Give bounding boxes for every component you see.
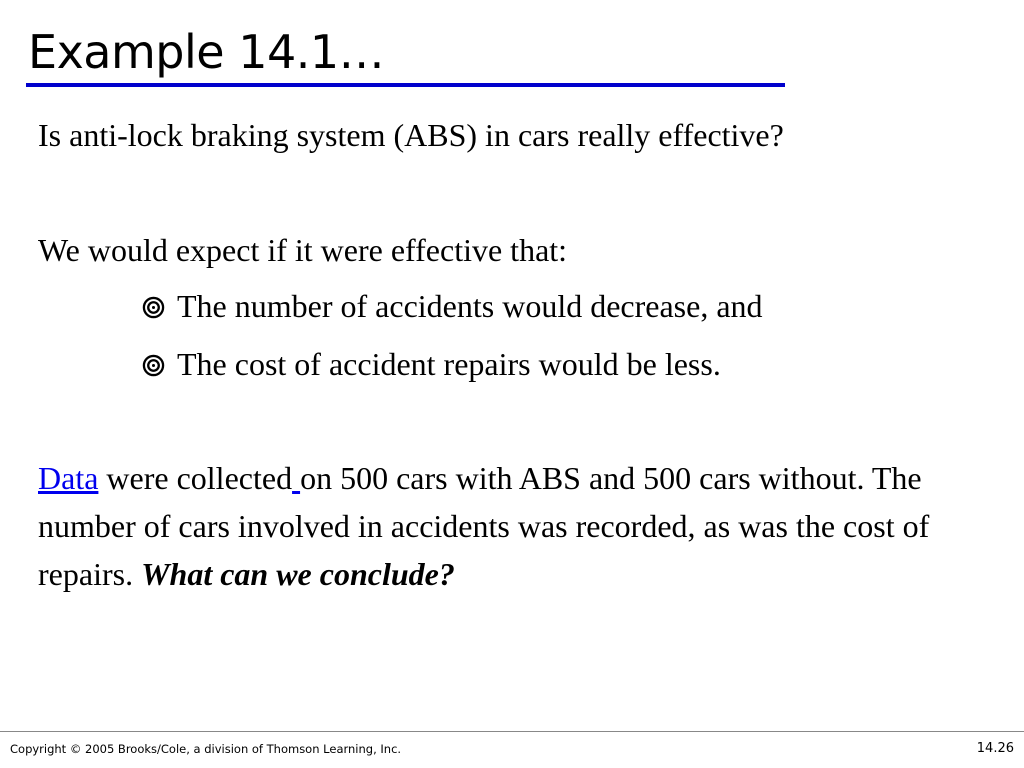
- footer-rule: [0, 731, 1024, 732]
- target-bullet-icon: [142, 354, 165, 377]
- bullet-text: The cost of accident repairs would be less.: [177, 346, 721, 382]
- question-text: Is anti-lock braking system (ABS) in cars really effective?: [38, 117, 784, 153]
- data-text-main: on 500 cars with ABS and 500 cars without. The number of cars involved in accidents was recorded, as was the cost of repairs.: [38, 460, 930, 592]
- data-text-part: were collected: [98, 460, 293, 496]
- title-underline-rule: [26, 83, 785, 87]
- footer-copyright: Copyright © 2005 Brooks/Cole, a division of Thomson Learning, Inc.: [10, 742, 402, 756]
- bullet-item: [142, 283, 763, 329]
- data-paragraph: [38, 454, 1013, 598]
- conclusion-question: What can we conclude?: [141, 556, 455, 592]
- slide-title: Example 14.1…: [28, 25, 385, 79]
- bullet-text: The number of accidents would decrease, and: [177, 288, 763, 324]
- bullet-item: [142, 341, 721, 387]
- underlined-space[interactable]: [292, 460, 300, 496]
- target-bullet-icon: [142, 296, 165, 319]
- data-link[interactable]: Data: [38, 460, 99, 496]
- slide-number: 14.26: [976, 741, 1014, 756]
- lead-text: We would expect if it were effective that:: [38, 232, 568, 268]
